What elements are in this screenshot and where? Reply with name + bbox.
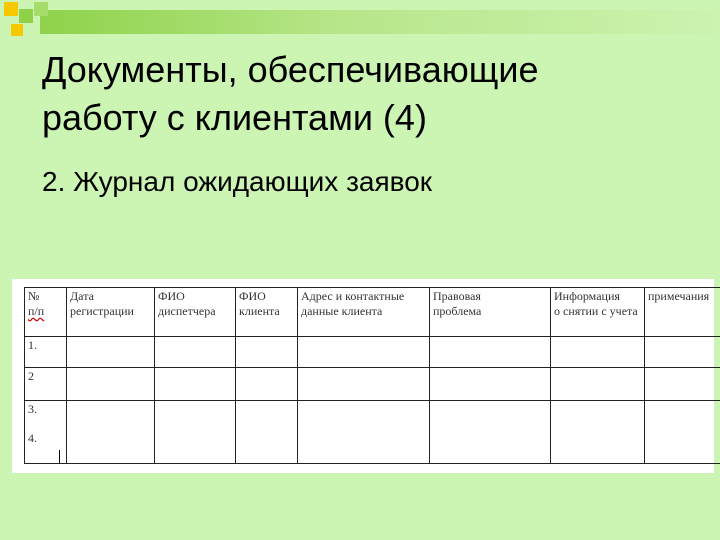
- waiting-requests-journal-table: [24, 287, 720, 464]
- text-cursor: [59, 450, 60, 464]
- accent-square-green: [19, 9, 33, 23]
- header-deregistration-info: Информация о снятии с учета: [551, 288, 645, 337]
- journal-table-panel: [12, 279, 714, 473]
- row-number-4: 4.: [28, 431, 37, 445]
- row-number-cell: 1.: [25, 337, 67, 368]
- header-dispatcher-name: ФИО диспетчера: [155, 288, 236, 337]
- header-client-address: Адрес и контактные данные клиента: [298, 288, 430, 337]
- row-number-3: 3.: [28, 402, 37, 416]
- header-legal-problem: Правовая проблема: [430, 288, 551, 337]
- accent-square-green-light: [34, 2, 48, 16]
- accent-square-yellow-small: [11, 24, 23, 36]
- header-client-name: ФИО клиента: [236, 288, 298, 337]
- slide-title-line-1: Документы, обеспечивающие: [42, 49, 539, 90]
- table-header-row: [25, 288, 720, 337]
- slide-title: [42, 46, 702, 142]
- table-row: [25, 337, 720, 368]
- table-row: [25, 401, 720, 464]
- table-row: [25, 368, 720, 401]
- slide-subtitle: 2. Журнал ожидающих заявок: [42, 166, 433, 197]
- title-accent-bar: [40, 10, 720, 34]
- header-notes: примечания: [645, 288, 720, 337]
- accent-square-yellow: [4, 2, 18, 16]
- header-number: № п/п: [25, 288, 67, 337]
- header-registration-date: Дата регистрации: [67, 288, 155, 337]
- row-number-cell: [25, 401, 67, 464]
- slide-title-line-2: работу с клиентами (4): [42, 97, 427, 138]
- row-number-cell: 2: [25, 368, 67, 401]
